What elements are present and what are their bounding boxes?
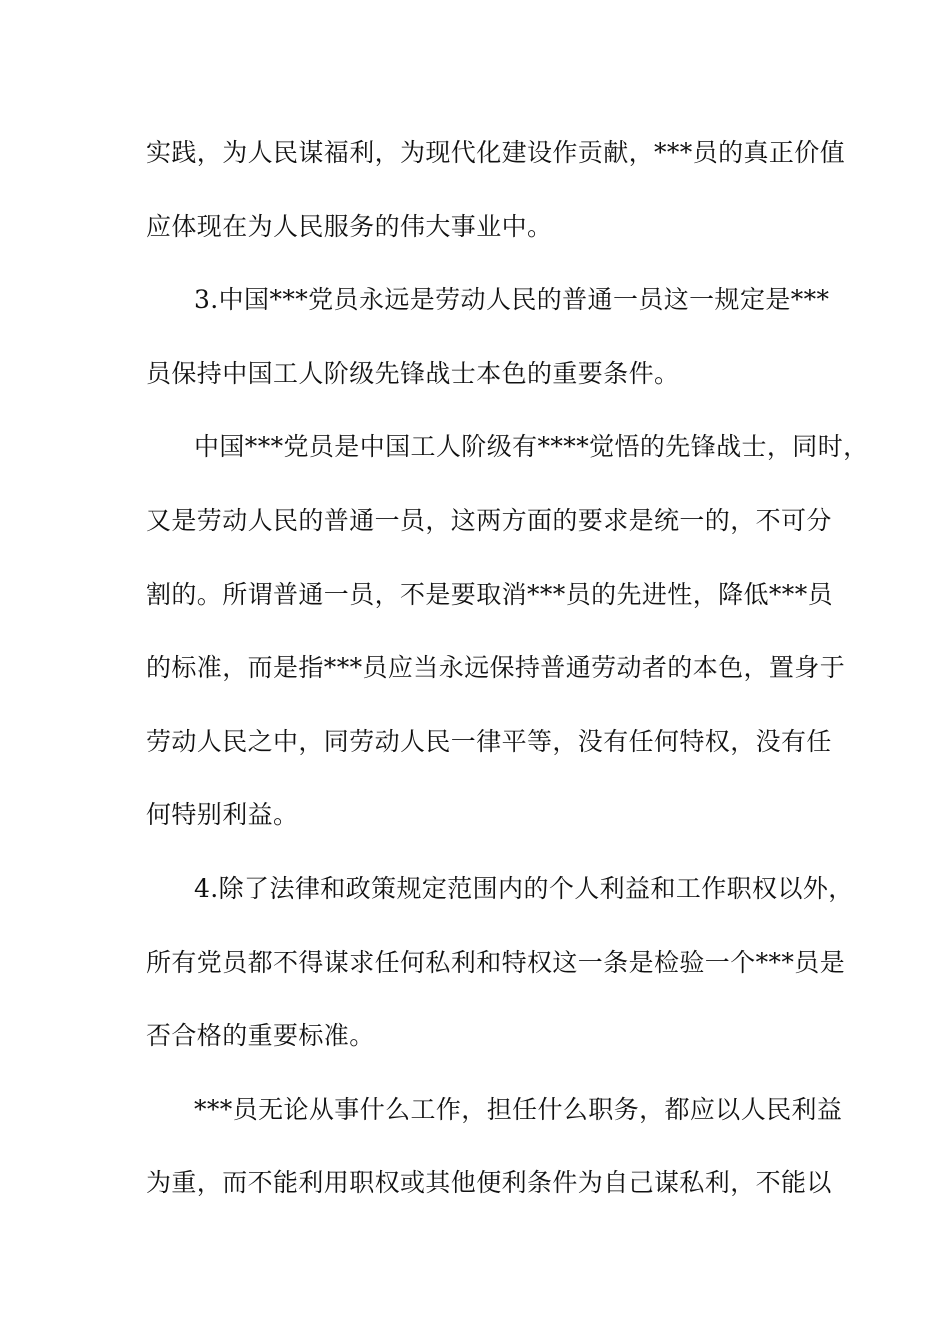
text-line: 所有党员都不得谋求任何私利和特权这一条是检验一个***员是 — [146, 947, 846, 977]
text-line: 员保持中国工人阶级先锋战士本色的重要条件。 — [146, 358, 680, 388]
text-line: 何特别利益。 — [146, 800, 299, 830]
text-line: 实践，为人民谋福利，为现代化建设作贡献，***员的真正价值 — [146, 138, 846, 167]
text-line: 又是劳动人民的普通一员，这两方面的要求是统一的，不可分 — [146, 505, 832, 535]
text-line: 4.除了法律和政策规定范围内的个人利益和工作职权以外， — [194, 873, 854, 903]
text-line: 应体现在为人民服务的伟大事业中。 — [146, 211, 553, 241]
text-line: ***员无论从事什么工作，担任什么职务，都应以人民利益 — [194, 1094, 843, 1124]
text-line: 劳动人民之中，同劳动人民一律平等，没有任何特权，没有任 — [146, 726, 832, 756]
document-body — [146, 128, 869, 1232]
text-line: 的标准，而是指***员应当永远保持普通劳动者的本色，置身于 — [146, 653, 846, 683]
text-line: 否合格的重要标准。 — [146, 1021, 375, 1051]
text-line: 割的。所谓普通一员，不是要取消***员的先进性，降低***员 — [146, 579, 834, 609]
text-line: 为重，而不能利用职权或其他便利条件为自己谋私利，不能以 — [146, 1168, 832, 1198]
text-line: 中国***党员是中国工人阶级有****觉悟的先锋战士，同时， — [194, 432, 869, 462]
text-line: 3.中国***党员永远是劳动人民的普通一员这一规定是*** — [194, 285, 830, 315]
